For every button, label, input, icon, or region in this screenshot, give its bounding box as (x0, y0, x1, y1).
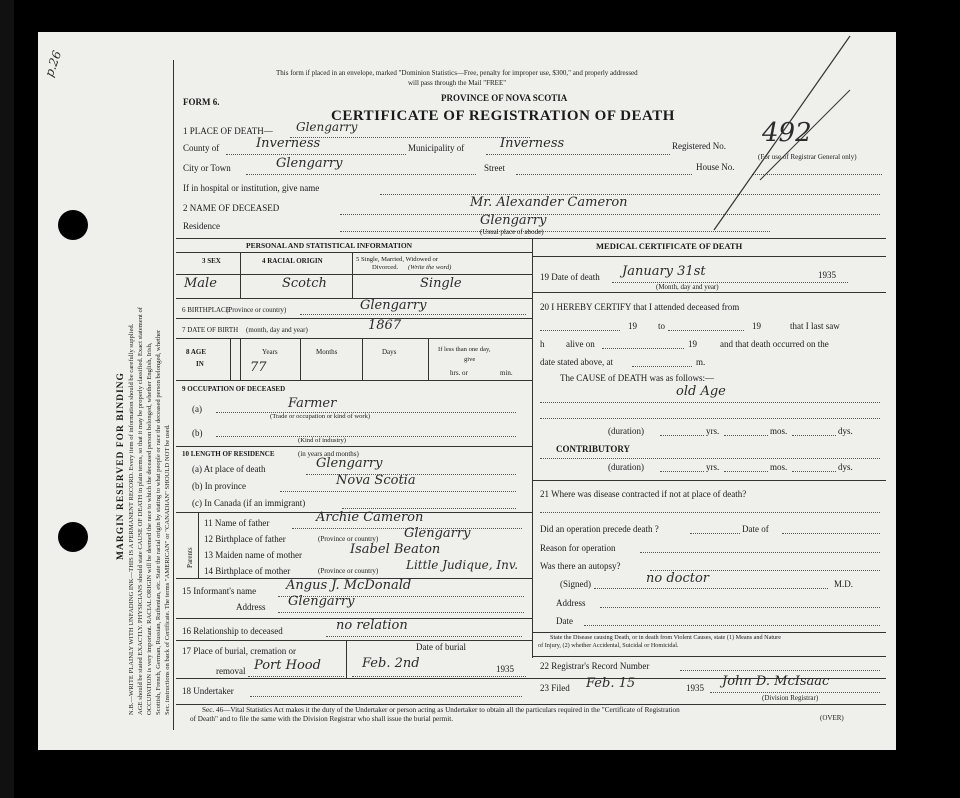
undertaker-label: 18 Undertaker (182, 686, 234, 696)
yrs-label-2: yrs. (706, 462, 720, 472)
footer-line-2: of Death" and to file the same with the Division Registrar who shall issue the burial permit. (190, 715, 454, 723)
contracted-label: 21 Where was disease contracted if not at place of death? (540, 489, 747, 499)
birthplace-value: Glengarry (360, 298, 427, 313)
dob-value: 1867 (368, 318, 402, 333)
at-place-value: Glengarry (316, 456, 383, 471)
medical-heading: MEDICAL CERTIFICATE OF DEATH (596, 241, 743, 251)
less-than-day-1: If less than one day, (438, 346, 491, 353)
dys-label-1: dys. (838, 426, 853, 436)
place-of-death-label: 1 PLACE OF DEATH— (183, 126, 273, 136)
occupation-a-sub: (Trade or occupation or kind of work) (270, 413, 371, 420)
occupation-value: Farmer (288, 396, 337, 411)
municipality-value: Inverness (500, 136, 565, 151)
father-birthplace-label: 12 Birthplace of father (204, 534, 286, 544)
medical-date-label: Date (556, 616, 573, 626)
filed-label: 23 Filed (540, 683, 570, 693)
removal-label: removal (216, 666, 246, 676)
postal-note-1: This form if placed in an envelope, marked "Dominion Statistics—Free, penalty for improper use, $300," and properly addressed (276, 69, 638, 77)
informant-address-value: Glengarry (288, 594, 355, 609)
place-of-death-value: Glengarry (296, 120, 358, 134)
binding-margin-label: MARGIN RESERVED FOR BINDING (116, 372, 126, 560)
burial-year: 1935 (496, 664, 514, 674)
occupation-b-label: (b) (192, 428, 203, 438)
m-label: m. (696, 357, 706, 367)
burial-place-label: 17 Place of burial, cremation or (182, 646, 296, 656)
county-value: Inverness (256, 136, 321, 151)
parents-label: Parents (186, 547, 194, 568)
in-province-value: Nova Scotia (336, 473, 416, 488)
date-stated-label: date stated above, at (540, 357, 613, 367)
signed-value: no doctor (646, 571, 710, 586)
marital-label-1: 5 Single, Married, Widowed or (356, 256, 439, 263)
duration-label-1: (duration) (608, 426, 644, 436)
father-name-value: Archie Cameron (316, 510, 424, 525)
at-place-label: (a) At place of death (192, 464, 266, 474)
to-label: to (658, 321, 666, 331)
death-date-label: 19 Date of death (540, 272, 600, 282)
age-label-1: 8 AGE (186, 348, 207, 356)
last-saw-label: that I last saw (790, 321, 840, 331)
violent-causes-note-1: State the Disease causing Death, or in death from Violent Causes, state (1) Means and Nature (550, 634, 781, 641)
death-occurred-label: and that death occurred on the (720, 339, 829, 349)
burial-date-value: Feb. 2nd (362, 656, 420, 671)
county-label: County of (183, 143, 220, 153)
mos-label-1: mos. (770, 426, 788, 436)
father-birthplace-sub: (Province or country) (318, 535, 379, 543)
margin-instruction-2: AGE should be stated EXACTLY. PHYSICIANS should state CAUSE OF DEATH in plain terms, so that it may be properly classified. Exact statement of (137, 307, 144, 715)
racial-origin-label: 4 RACIAL ORIGIN (262, 257, 323, 265)
dys-label-2: dys. (838, 462, 853, 472)
burial-place-value: Port Hood (254, 658, 321, 673)
operation-label: Did an operation precede death ? (540, 524, 659, 534)
registrar-signature: John D. McIsaac (722, 674, 830, 689)
from-19: 19 (628, 321, 637, 331)
registered-no-label: Registered No. (672, 141, 726, 151)
age-label-2: IN (196, 360, 204, 368)
dob-sub: (month, day and year) (246, 326, 308, 334)
age-years-value: 77 (250, 360, 267, 375)
contributory-label: CONTRIBUTORY (556, 444, 631, 454)
md-label: M.D. (834, 579, 854, 589)
sex-label: 3 SEX (202, 257, 221, 265)
hospital-label: If in hospital or institution, give name (183, 183, 320, 193)
medical-address-label: Address (556, 598, 586, 608)
province-heading: PROVINCE OF NOVA SCOTIA (441, 93, 568, 103)
name-of-deceased-value: Mr. Alexander Cameron (470, 195, 628, 210)
marital-status-value: Single (420, 276, 462, 291)
margin-instruction-1: N.B.—WRITE PLAINLY WITH UNFADING INK—THIS IS A PERMANENT RECORD. Every item of information should be carefully supplied. (128, 323, 135, 715)
death-date-sub: (Month, day and year) (656, 283, 719, 291)
form-number: FORM 6. (183, 97, 220, 107)
signed-label: (Signed) (560, 579, 591, 589)
certify-label: 20 I HEREBY CERTIFY that I attended deceased from (540, 302, 740, 312)
residence-value: Glengarry (480, 213, 547, 228)
mos-label-2: mos. (770, 462, 788, 472)
alive-19: 19 (688, 339, 697, 349)
in-province-label: (b) In province (192, 481, 246, 491)
reason-label: Reason for operation (540, 543, 616, 553)
residence-length-sub: (in years and months) (298, 450, 359, 458)
cause-label: The CAUSE of DEATH was as follows:— (560, 373, 714, 383)
city-label: City or Town (183, 163, 231, 173)
filed-year: 1935 (686, 683, 704, 693)
marital-label-2: Divorced. (372, 264, 399, 271)
city-value: Glengarry (276, 156, 343, 171)
h-label: h (540, 339, 545, 349)
registered-no-value: 492 (762, 118, 812, 148)
marital-write-note: (Write the word) (408, 264, 452, 271)
autopsy-label: Was there an autopsy? (540, 561, 621, 571)
corner-mark: p.26 (42, 48, 65, 79)
death-date-value: January 31st (622, 264, 706, 279)
registrar-general-note: (For use of Registrar General only) (758, 153, 857, 161)
mother-name-label: 13 Maiden name of mother (204, 550, 302, 560)
min-label: min. (500, 369, 513, 377)
informant-label: 15 Informant's name (182, 586, 257, 596)
punch-hole-top (58, 210, 88, 240)
date-of-label: Date of (742, 524, 769, 534)
years-label: Years (262, 348, 278, 356)
punch-hole-bottom (58, 522, 88, 552)
occupation-a-label: (a) (192, 404, 202, 414)
death-year: 1935 (818, 270, 836, 280)
informant-address-label: Address (236, 602, 266, 612)
cause-value: old Age (676, 384, 726, 399)
margin-instruction-3: OCCUPATION is very important. RACIAL ORIGIN will be deemed the race to which the deceased person belonged, whether English, Irish, (146, 342, 153, 715)
duration-label-2: (duration) (608, 462, 644, 472)
dob-label: 7 DATE OF BIRTH (182, 326, 239, 334)
violent-causes-note-2: of Injury, (2) whether Accidental, Suicidal or Homicidal. (538, 642, 679, 649)
personal-heading: PERSONAL AND STATISTICAL INFORMATION (246, 241, 413, 250)
house-no-label: House No. (696, 162, 735, 172)
days-label: Days (382, 348, 397, 356)
relationship-value: no relation (336, 618, 408, 633)
occupation-label: 9 OCCUPATION OF DECEASED (182, 385, 286, 393)
mother-birthplace-sub: (Province or country) (318, 567, 379, 575)
usual-abode-note: (Usual place of abode) (480, 228, 544, 236)
margin-instruction-4: Scottish, French, German, Russian, Ruthenian, etc. State the racial origin by stating to what people or race the deceased person belonged, whether (155, 329, 162, 715)
margin-rule (173, 60, 174, 730)
residence-length-label: 10 LENGTH OF RESIDENCE (182, 450, 275, 458)
informant-value: Angus J. McDonald (286, 578, 412, 593)
in-canada-label: (c) In Canada (if an immigrant) (192, 498, 306, 508)
street-label: Street (484, 163, 505, 173)
residence-label: Residence (183, 221, 220, 231)
less-than-day-2: give (464, 356, 476, 363)
mother-birthplace-value: Little Judique, Inv. (406, 558, 519, 572)
alive-on-label: alive on (566, 339, 595, 349)
postal-note-2: will pass through the Mail "FREE" (408, 79, 507, 87)
footer-over: (OVER) (820, 714, 844, 722)
months-label: Months (316, 348, 338, 356)
name-of-deceased-label: 2 NAME OF DECEASED (183, 203, 280, 213)
filed-value: Feb. 15 (586, 676, 636, 691)
mother-name-value: Isabel Beaton (350, 542, 441, 557)
father-name-label: 11 Name of father (204, 518, 270, 528)
mother-birthplace-label: 14 Birthplace of mother (204, 566, 291, 576)
certificate-title: CERTIFICATE OF REGISTRATION OF DEATH (331, 108, 675, 124)
municipality-label: Municipality of (408, 143, 465, 153)
father-birthplace-value: Glengarry (404, 526, 471, 541)
footer-line-1: Sec. 46—Vital Statistics Act makes it the duty of the Undertaker or person acting as Undertaker to obtain all the particulars required in the "Certificate of Registration (202, 706, 680, 714)
margin-instruction-5: Sec. instructions on back of Certificate. The terms "AMERICAN" or "CANADIAN" SHOULD NOT be used. (164, 424, 171, 715)
left-scan-edge (0, 0, 14, 798)
hrs-label: hrs. or (450, 369, 468, 377)
birthplace-sub: (Province or country) (226, 306, 287, 314)
sex-value: Male (184, 276, 217, 291)
burial-date-label: Date of burial (416, 642, 466, 652)
occupation-b-sub: (Kind of industry) (298, 437, 346, 444)
to-19: 19 (752, 321, 761, 331)
relationship-label: 16 Relationship to deceased (182, 626, 283, 636)
yrs-label-1: yrs. (706, 426, 720, 436)
registrar-record-label: 22 Registrar's Record Number (540, 661, 650, 671)
birthplace-label: 6 BIRTHPLACE (182, 306, 230, 314)
division-registrar-label: (Division Registrar) (762, 694, 819, 702)
racial-origin-value: Scotch (282, 276, 327, 291)
registrar-check-stroke (700, 30, 860, 240)
